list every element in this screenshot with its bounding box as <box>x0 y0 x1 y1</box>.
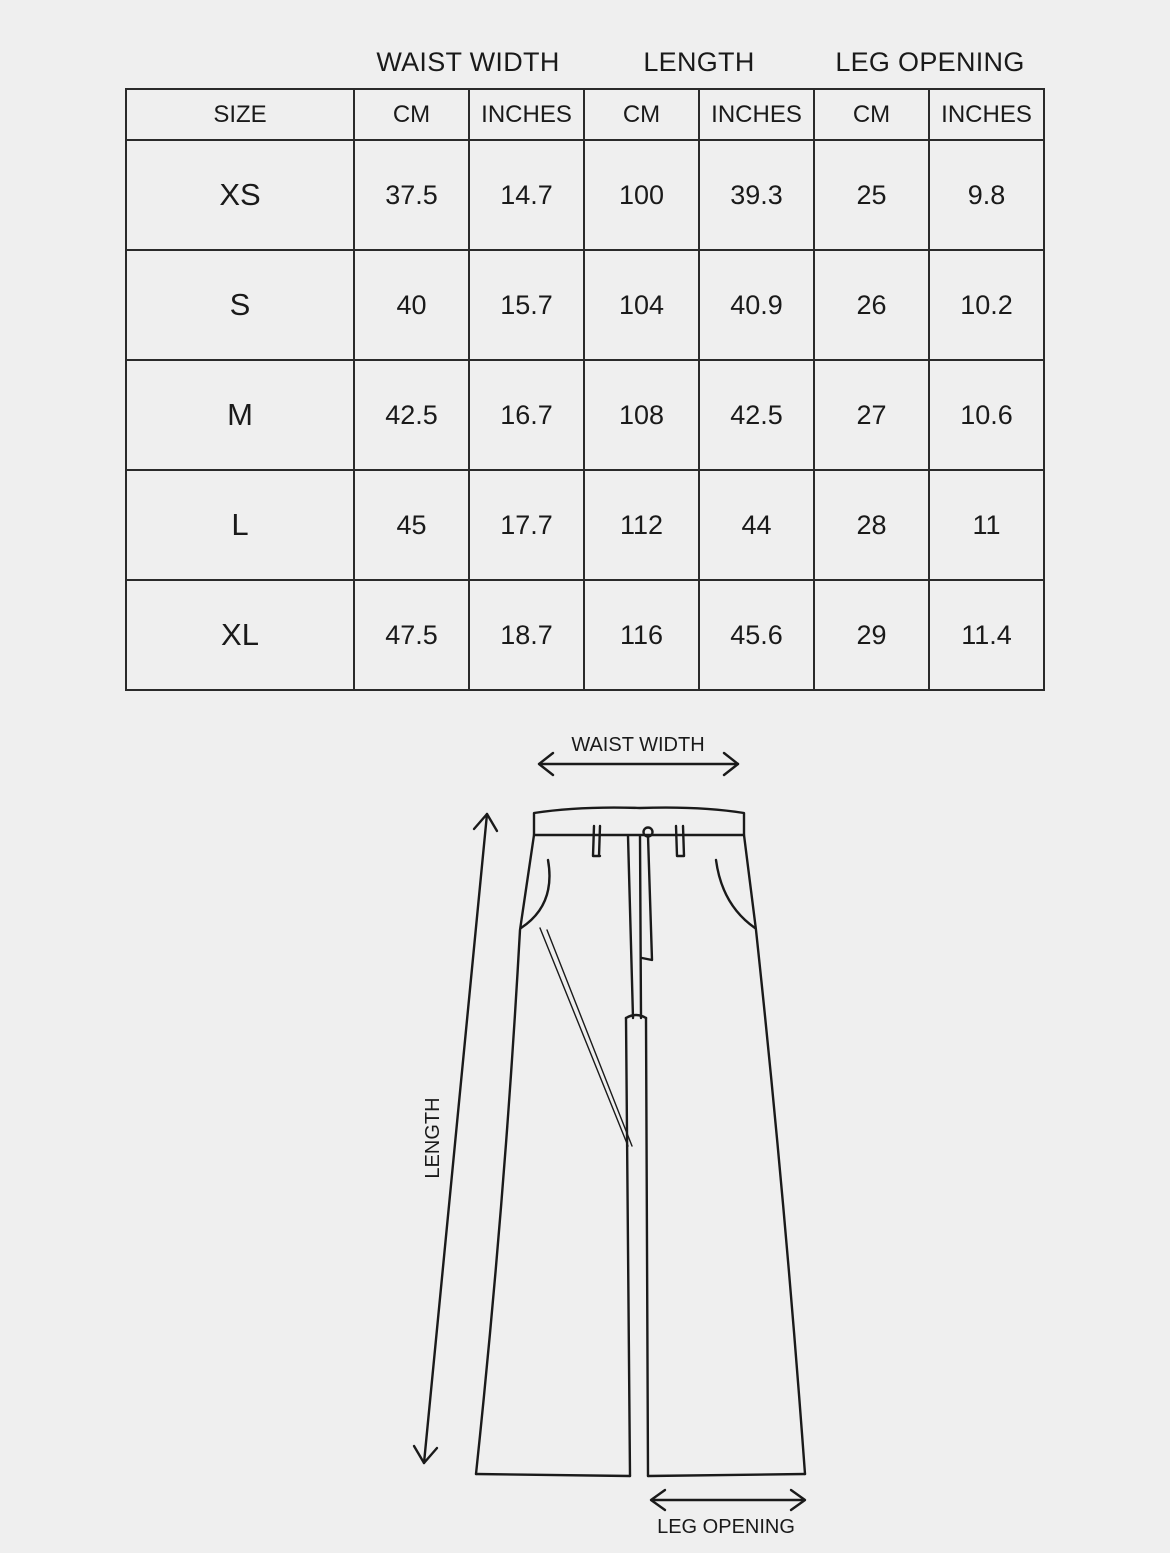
header-length-inches: INCHES <box>699 89 814 140</box>
length-inches-cell: 42.5 <box>699 360 814 470</box>
waist-cm-cell: 47.5 <box>354 580 469 690</box>
leg-cm-cell: 29 <box>814 580 929 690</box>
header-leg-cm: CM <box>814 89 929 140</box>
diagram-leg-opening-label: LEG OPENING <box>657 1516 795 1538</box>
header-waist-inches: INCHES <box>469 89 584 140</box>
size-cell: L <box>126 470 354 580</box>
leg-inches-cell: 11.4 <box>929 580 1044 690</box>
header-leg-inches: INCHES <box>929 89 1044 140</box>
size-cell: M <box>126 360 354 470</box>
length-inches-cell: 40.9 <box>699 250 814 360</box>
length-inches-cell: 39.3 <box>699 140 814 250</box>
waist-cm-cell: 40 <box>354 250 469 360</box>
length-cm-cell: 112 <box>584 470 699 580</box>
length-cm-cell: 116 <box>584 580 699 690</box>
waist-inches-cell: 15.7 <box>469 250 584 360</box>
size-cell: XS <box>126 140 354 250</box>
length-cm-cell: 100 <box>584 140 699 250</box>
waist-cm-cell: 37.5 <box>354 140 469 250</box>
waist-width-header: WAIST WIDTH <box>376 46 560 77</box>
leg-opening-arrow <box>651 1490 805 1510</box>
header-waist-cm: CM <box>354 89 469 140</box>
leg-opening-header: LEG OPENING <box>835 46 1025 77</box>
leg-cm-cell: 25 <box>814 140 929 250</box>
diagram-length-label: LENGTH <box>422 1097 444 1179</box>
waist-inches-cell: 16.7 <box>469 360 584 470</box>
header-size: SIZE <box>126 89 354 140</box>
diagram-waist-width-label: WAIST WIDTH <box>571 734 705 756</box>
waist-inches-cell: 17.7 <box>469 470 584 580</box>
length-inches-cell: 45.6 <box>699 580 814 690</box>
leg-inches-cell: 9.8 <box>929 140 1044 250</box>
waist-cm-cell: 45 <box>354 470 469 580</box>
trousers-outline <box>476 808 805 1476</box>
length-cm-cell: 104 <box>584 250 699 360</box>
leg-inches-cell: 11 <box>929 470 1044 580</box>
leg-inches-cell: 10.2 <box>929 250 1044 360</box>
waist-cm-cell: 42.5 <box>354 360 469 470</box>
leg-cm-cell: 26 <box>814 250 929 360</box>
length-header: LENGTH <box>643 46 755 77</box>
length-cm-cell: 108 <box>584 360 699 470</box>
length-inches-cell: 44 <box>699 470 814 580</box>
leg-inches-cell: 10.6 <box>929 360 1044 470</box>
waist-inches-cell: 14.7 <box>469 140 584 250</box>
header-length-cm: CM <box>584 89 699 140</box>
size-cell: S <box>126 250 354 360</box>
waist-width-arrow <box>539 753 738 775</box>
waist-inches-cell: 18.7 <box>469 580 584 690</box>
size-cell: XL <box>126 580 354 690</box>
leg-cm-cell: 28 <box>814 470 929 580</box>
leg-cm-cell: 27 <box>814 360 929 470</box>
